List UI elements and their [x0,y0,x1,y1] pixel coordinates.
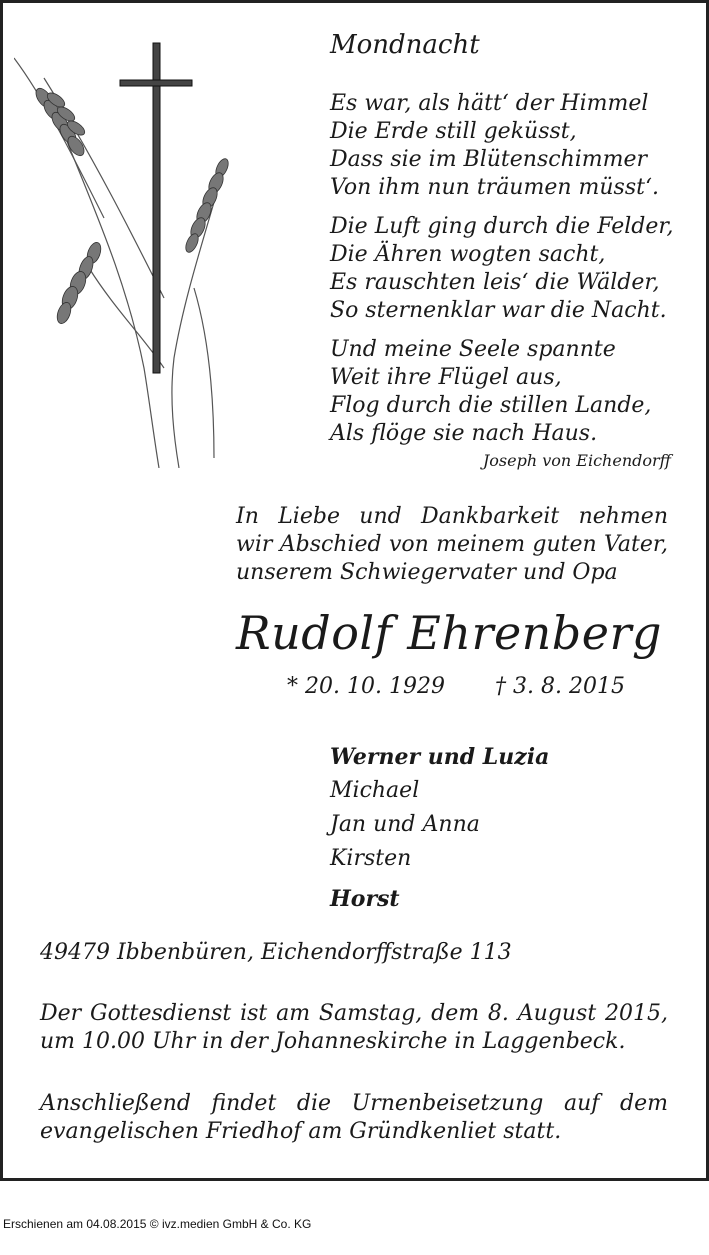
deceased-name: Rudolf Ehrenberg [236,606,662,660]
poem-stanza-2 [330,213,674,325]
service-line: Der Gottesdienst ist am Samstag, dem 8. August 2015, [40,1001,668,1026]
publication-footer: Erschienen am 04.08.2015 © ivz.medien GmbH & Co. KG [3,1217,312,1231]
intro-line: In Liebe und Dankbarkeit nehmen [236,504,668,529]
poem-line: Es rauschten leis‘ die Wälder, [330,270,660,295]
poem-stanza-3 [330,336,651,448]
cross-with-wheat-icon [14,38,234,468]
burial-notice [40,1090,668,1146]
service-line: um 10.00 Uhr in der Johanneskirche in Laggenbeck. [40,1029,626,1054]
poem-line: Dass sie im Blütenschimmer [330,147,648,172]
death-date: † 3. 8. 2015 [495,674,625,699]
intro-line: wir Abschied von meinem guten Vater, [236,532,668,557]
poem-stanza-1 [330,90,659,202]
mourners-group-1 [330,740,549,876]
poem-line: Die Luft ging durch die Felder, [330,214,674,239]
intro-text [236,503,668,587]
burial-line: evangelischen Friedhof am Gründkenliet statt. [40,1119,562,1144]
service-notice [40,1000,668,1056]
poem-line: Von ihm nun träumen müsst‘. [330,175,659,200]
birth-date: * 20. 10. 1929 [287,674,445,699]
intro-line: unserem Schwiegervater und Opa [236,560,618,585]
mourner-head: Werner und Luzia [330,744,550,770]
poem-line: Weit ihre Flügel aus, [330,365,562,390]
poem-author: Joseph von Eichendorff [482,451,671,470]
mourner: Kirsten [330,846,412,871]
poem-line: Und meine Seele spannte [330,337,616,362]
poem-line: Flog durch die stillen Lande, [330,393,652,418]
address [40,939,668,967]
poem-line: Die Ähren wogten sacht, [330,242,606,267]
mourner: Jan und Anna [330,812,480,837]
poem-title: Mondnacht [330,30,480,60]
address-line: 49479 Ibbenbüren, Eichendorffstraße 113 [40,940,512,965]
poem-line: So sternenklar war die Nacht. [330,298,667,323]
mourner-head: Horst [330,886,400,912]
mourners-group-2 [330,882,400,916]
burial-line: Anschließend findet die Urnenbeisetzung auf dem [40,1091,668,1116]
mourner: Michael [330,778,420,803]
poem-line: Die Erde still geküsst, [330,119,577,144]
poem-line: Als flöge sie nach Haus. [330,421,598,446]
poem-line: Es war, als hätt‘ der Himmel [330,91,649,116]
